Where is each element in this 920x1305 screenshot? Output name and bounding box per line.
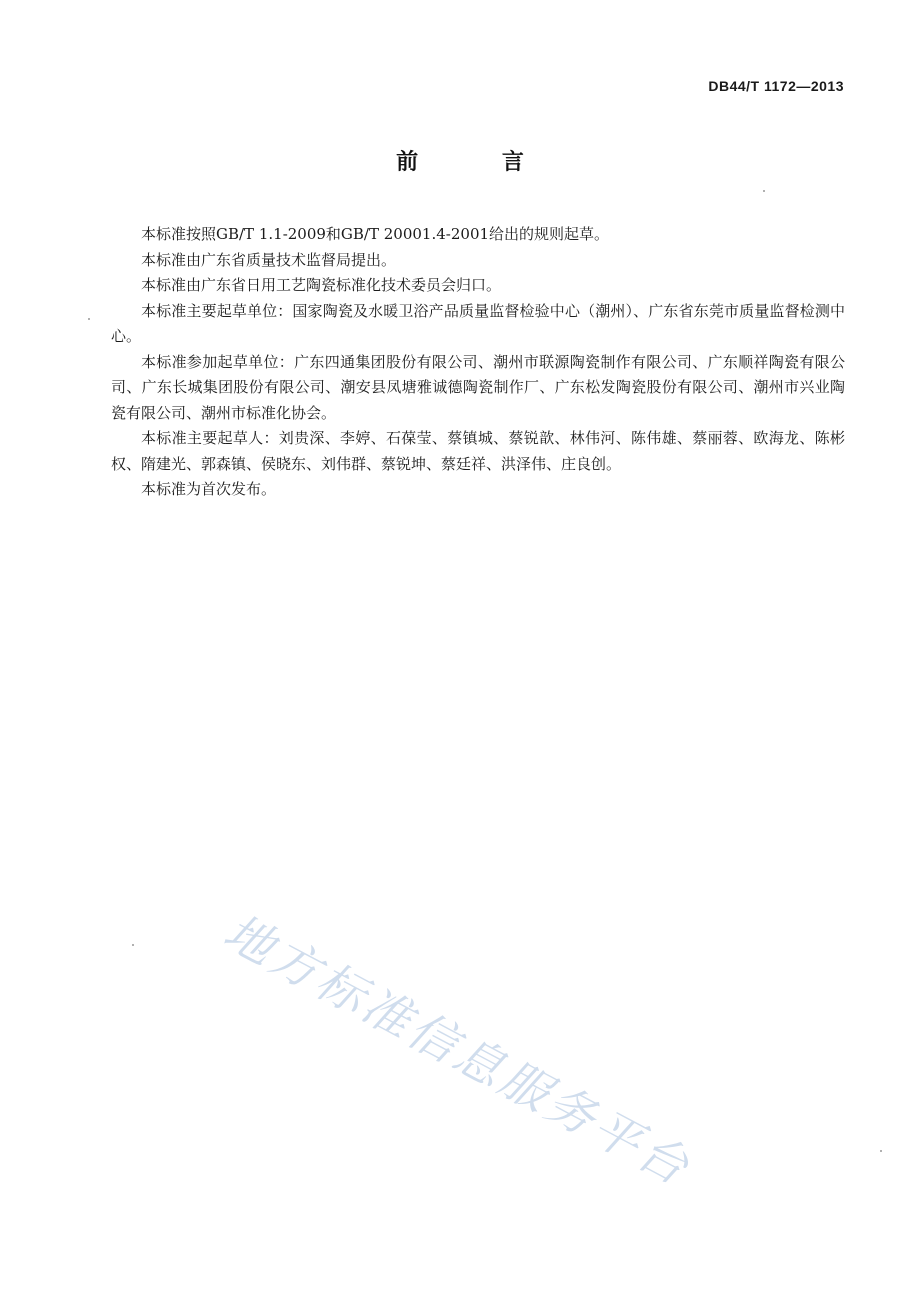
paragraph-drafting-rules: 本标准按照GB/T 1.1-2009和GB/T 20001.4-2001给出的规则起草。 [141, 225, 610, 243]
paragraph-participating-units: 本标准参加起草单位：广东四通集团股份有限公司、潮州市联源陶瓷制作有限公司、广东顺祥陶瓷有限公司、广东长城集团股份有限公司、潮安县凤塘雅诚德陶瓷制作厂、广东松发陶瓷股份有限公司、潮州市兴业陶瓷有限公司、潮州市标准化协会。 [111, 352, 845, 422]
page-title: 前 言 [396, 150, 562, 175]
watermark-text: 地方标准信息服务平台 [214, 903, 701, 1198]
standard-code: DB44/T 1172—2013 [708, 78, 844, 94]
scan-speck [132, 944, 134, 946]
paragraph-main-drafting-units: 本标准主要起草单位：国家陶瓷及水暖卫浴产品质量监督检验中心（潮州）、广东省东莞市质量监督检测中心。 [111, 301, 845, 345]
scan-speck [763, 190, 765, 192]
paragraph-committee: 本标准由广东省日用工艺陶瓷标准化技术委员会归口。 [141, 276, 502, 294]
paragraph-main-drafters: 本标准主要起草人：刘贵深、李婷、石葆莹、蔡镇城、蔡锐歆、林伟河、陈伟雄、蔡丽蓉、欧海龙、陈彬权、隋建光、郭森镇、侯晓东、刘伟群、蔡锐坤、蔡廷祥、洪泽伟、庄良创。 [111, 429, 845, 473]
foreword-body [111, 222, 845, 503]
scan-speck [880, 1150, 882, 1152]
paragraph-proposer: 本标准由广东省质量技术监督局提出。 [141, 250, 397, 269]
paragraph-first-release: 本标准为首次发布。 [141, 480, 277, 498]
scan-speck [88, 318, 90, 320]
